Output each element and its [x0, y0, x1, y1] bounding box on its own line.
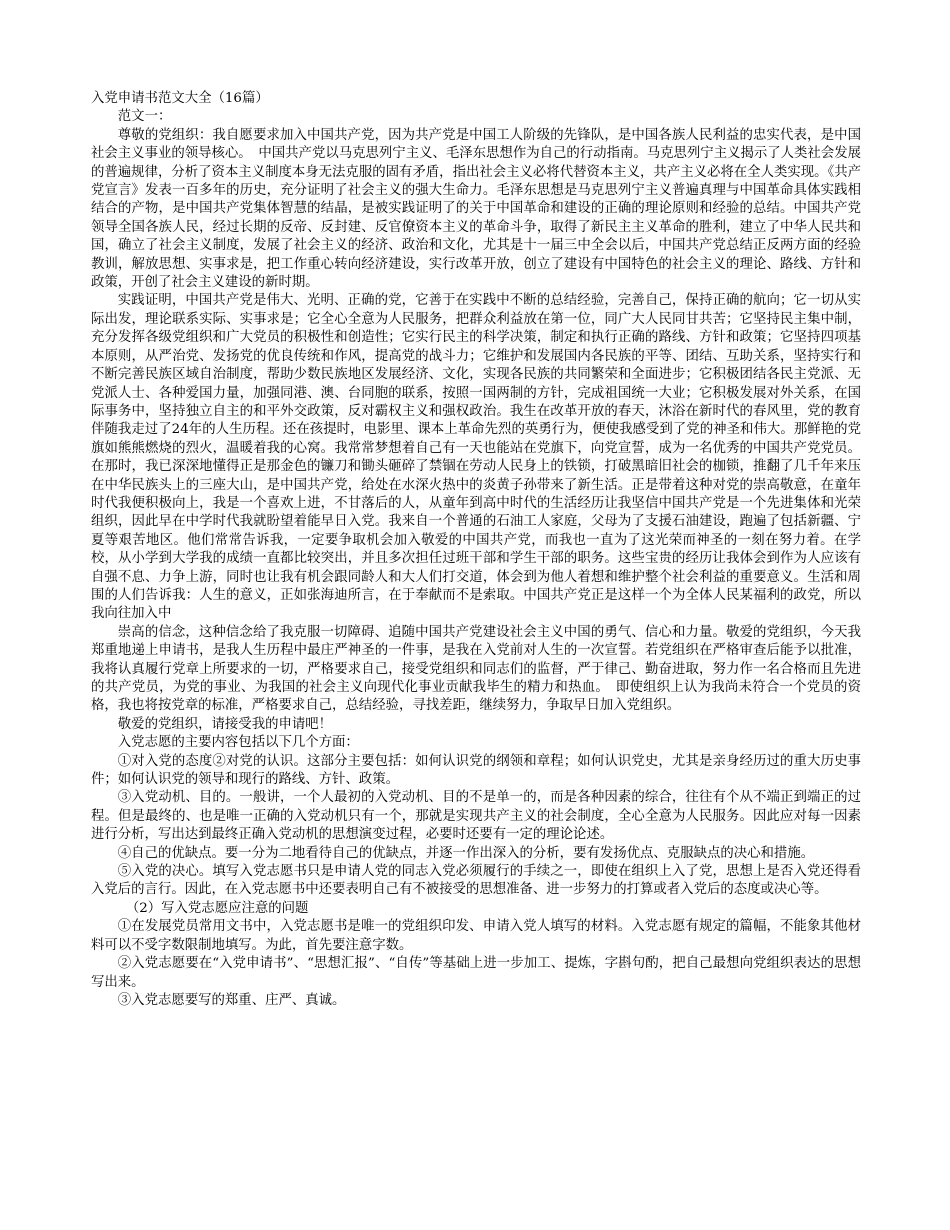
paragraph-item-strengths: ④自己的优缺点。要一分为二地看待自己的优缺点，并逐一作出深入的分析，要有发扬优点、克服缺点的决心和措施。: [117, 845, 815, 861]
paragraph-sample-label: 范文一：: [117, 109, 172, 125]
paragraph-note-3: ③入党志愿要写的郑重、庄严、真诚。: [117, 992, 346, 1008]
paragraph-lofty-belief: 崇高的信念，这种信念给了我克服一切障碍、追随中国共产党建设社会主义中国的勇气、信心和力量。敬爱的党组织，今天我郑重地递上申请书，是我人生历程中最庄严神圣的一件事，是我在入党前对人生的一次宣誓。若党组织在严格审查后能予以批准，我将认真履行党章上所要求的一切，严格要求自己，接受党组织和同志们的监督，严于律己、勤奋进取，努力作一名合格而且先进的共产党员，为党的事业、为我国的社会主义向现代化事业贡献我毕生的精力和热血。 即使组织上认为我尚未符合一个党员的资格，我也将按党章的标准，严格要求自己，总结经验，寻找差距，继续努力，争取早日加入党组织。: [91, 624, 861, 714]
paragraph-item-attitude: ①对入党的态度②对党的认识。这部分主要包括：如何认识党的纲领和章程；如何认识党史，尤其是亲身经历过的重大历史事件；如何认识党的领导和现行的路线、方针、政策。: [91, 753, 861, 788]
paragraph-closing-request: 敬爱的党组织，请接受我的申请吧！: [117, 716, 333, 732]
document-title: 入党申请书范文大全（16篇）: [91, 91, 269, 106]
paragraph-note-2: ②入党志愿要在“入党申请书”、“思想汇报”、“自传”等基础上进一步加工、提炼，字斟句酌，把自己最想向党组织表达的思想写出来。: [91, 956, 861, 990]
paragraph-content-intro: 入党志愿的主要内容包括以下几个方面：: [117, 735, 359, 751]
paragraph-salutation: 尊敬的党组织：我自愿要求加入中国共产党，因为共产党是中国工人阶级的先锋队，是中国各族人民利益的忠实代表，是中国社会主义事业的领导核心。 中国共产党以马克思列宁主义、毛泽东思想作为自己的行动指南。马克思列宁主义揭示了人类社会发展的普遍规律，分析了资本主义制度本身无法克服的固有矛盾，指出社会主义必将代替资本主义，共产主义必将在全人类实现。《共产党宣言》发表一百多年的历史，充分证明了社会主义的强大生命力。毛泽东思想是马克思列宁主义普遍真理与中国革命具体实践相结合的产物，是中国共产党集体智慧的结晶，是被实践证明了的关于中国革命和建设的正确的理论原则和经验的总结。中国共产党领导全国各族人民，经过长期的反帝、反封建、反官僚资本主义的革命斗争，取得了新民主主义革命的胜利，建立了中华人民共和国，确立了社会主义制度，发展了社会主义的经济、政治和文化，尤其是十一届三中全会以后，中国共产党总结正反两方面的经验教训，解放思想、实事求是，把工作重心转向经济建设，实行改革开放，创立了建设有中国特色的社会主义的理论、路线、方针和政策，开创了社会主义建设的新时期。: [91, 127, 861, 291]
paragraph-item-resolve: ⑤入党的决心。填写入党志愿书只是申请人党的同志入党必须履行的手续之一，即使在组织上入了党，思想上是否入党还得看入党后的言行。因此，在入党志愿书中还要表明自己有不被接受的思想准备、进一步努力的打算或者入党后的态度或决心等。: [91, 864, 861, 898]
paragraph-practice-proves: 实践证明，中国共产党是伟大、光明、正确的党，它善于在实践中不断的总结经验，完善自己，保持正确的航向；它一切从实际出发，理论联系实际、实事求是；它全心全意为人民服务，把群众利益放在第一位，同广大人民同甘共苦；它坚持民主集中制，充分发挥各级党组织和广大党员的积极性和创造性；它实行民主的科学决策，制定和执行正确的路线、方针和政策；它坚持四项基本原则，从严治党、发扬党的优良传统和作风，提高党的战斗力；它维护和发展国内各民族的平等、团结、互助关系，坚持实行和不断完善民族区域自治制度，帮助少数民族地区发展经济、文化，实现各民族的共同繁荣和全面进步；它积极团结各民主党派、无党派人士、各种爱国力量，加强同港、澳、台同胞的联系，按照一国两制的方针，完成祖国统一大业；它积极发展对外关系，在国际事务中，坚持独立自主的和平外交政策，反对霸权主义和强权政治。我生在改革开放的春天，沐浴在新时代的春风里，党的教育伴随我走过了24年的人生历程。还在孩提时，电影里、课本上革命先烈的英勇行为，便使我感受到了党的神圣和伟大。那鲜艳的党旗如熊熊燃烧的烈火，温暖着我的心窝。我常常梦想着自己有一天也能站在党旗下，向党宣誓，成为一名优秀的中国共产党党员。在那时，我已深深地懂得正是那金色的镰刀和锄头砸碎了禁锢在劳动人民身上的铁锁，打破黑暗旧社会的枷锁，推翻了几千年来压在中华民族头上的三座大山，是中国共产党，给处在水深火热中的炎黄子孙带来了新生活。正是带着这种对党的崇高敬意，在童年时代我便积极向上，我是一个喜欢上进，不甘落后的人，从童年到高中时代的生活经历让我坚信中国共产党是一个先进集体和光荣组织，因此早在中学时代我就盼望着能早日入党。我来自一个普通的石油工人家庭，父母为了支援石油建设，跑遍了包括新疆、宁夏等艰苦地区。他们常常告诉我，一定要争取机会加入敬爱的中国共产党，而我也一直为了这光荣而神圣的一刻在努力着。在学校，从小学到大学我的成绩一直都比较突出，并且多次担任过班干部和学生干部的职务。这些宝贵的经历让我体会到作为人应该有自强不息、力争上游，同时也让我有机会跟同龄人和大人们打交道，体会到为他人着想和维护整个社会利益的重要意义。生活和周围的人们告诉我：人生的意义，正如张海迪所言，在于奉献而不是索取。中国共产党正是这样一个为全体人民某福利的政党，所以我向往加入中: [91, 293, 861, 622]
document-body: [91, 90, 861, 1010]
section-heading-notes: （2）写入党志愿应注意的问题: [125, 900, 309, 916]
paragraph-item-motive: ③入党动机、目的。一般讲，一个人最初的入党动机、目的不是单一的，而是各种因素的综合，往往有个从不端正到端正的过程。但是最终的、也是唯一正确的入党动机只有一个，那就是实现共产主义的社会制度，全心全意为人民服务。因此应对每一因素进行分析，写出达到最终正确入党动机的思想演变过程，必要时还要有一定的理论论述。: [91, 790, 861, 843]
paragraph-note-1: ①在发展党员常用文书中，入党志愿书是唯一的党组织印发、申请入党人填写的材料。入党志愿有规定的篇幅，不能象其他材料可以不受字数限制地填写。为此，首先要注意字数。: [91, 919, 861, 953]
